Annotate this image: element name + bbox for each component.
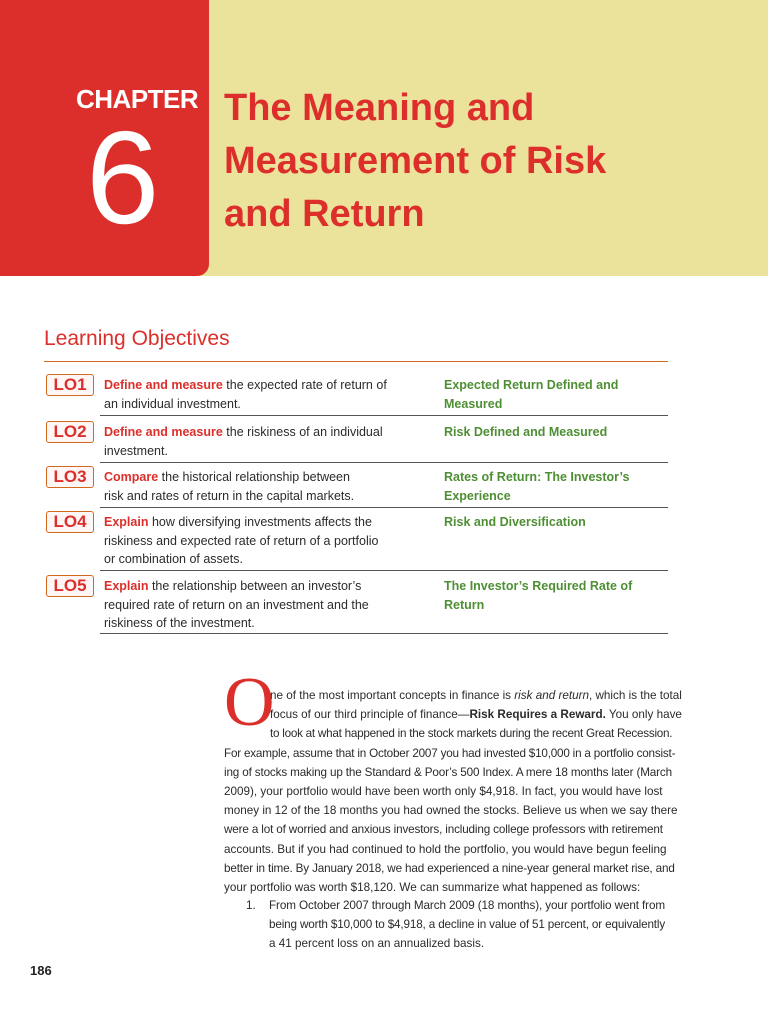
lo-topic-line: Risk Defined and Measured bbox=[444, 425, 608, 439]
list-text bbox=[269, 896, 689, 954]
chapter-number: 6 bbox=[86, 104, 160, 251]
lo-description-text: riskiness of the investment. bbox=[104, 616, 255, 630]
paragraph-line: ing of stocks making up the Standard & Poor’s 500 Index. A mere 18 months later (March bbox=[224, 765, 672, 779]
lo-verb: Explain bbox=[104, 515, 149, 529]
page-number: 186 bbox=[30, 963, 52, 978]
lo-description bbox=[104, 376, 434, 413]
list-line: From October 2007 through March 2009 (18 months), your portfolio went from bbox=[269, 899, 666, 912]
paragraph-line: to look at what happened in the stock markets during the recent Great Recession. bbox=[270, 727, 673, 741]
chapter-title-line: and Return bbox=[224, 193, 425, 235]
chapter-title-line: Measurement of Risk bbox=[224, 140, 607, 182]
paragraph-line: For example, assume that in October 2007 you had invested $10,000 in a portfolio consist- bbox=[224, 746, 676, 760]
lo-topic-line: Rates of Return: The Investor’s bbox=[444, 470, 630, 484]
list-line: being worth $10,000 to $4,918, a decline in value of 51 percent, or equivalently bbox=[269, 918, 666, 932]
lo-topic bbox=[444, 513, 664, 532]
lo-badge: LO4 bbox=[46, 511, 94, 533]
paragraph-line: better in time. By January 2018, we had experienced a nine-year general market rise, and bbox=[224, 861, 675, 875]
lo-description-text: or combination of assets. bbox=[104, 552, 243, 566]
learning-objective-row bbox=[44, 466, 668, 508]
paragraph-line: were a lot of worried and anxious investors, including college professors with retirement bbox=[224, 823, 663, 837]
paragraph-line: 2009), your portfolio would have been worth only $4,918. In fact, you would have lost bbox=[224, 785, 663, 799]
lo-description-text: the riskiness of an individual bbox=[222, 425, 383, 439]
body-paragraph bbox=[224, 686, 688, 897]
paragraph-line: accounts. But if you had continued to hold the portfolio, you would have begun feeling bbox=[224, 842, 667, 856]
lo-description bbox=[104, 577, 434, 633]
learning-objective-row bbox=[44, 575, 668, 634]
chapter-title-line: The Meaning and bbox=[224, 87, 535, 129]
chapter-word: CHAPTER bbox=[76, 84, 199, 114]
lo-description-text: an individual investment. bbox=[104, 396, 241, 411]
lo-description-text: required rate of return on an investment and the bbox=[104, 597, 369, 612]
lo-topic-line: The Investor’s Required Rate of bbox=[444, 579, 633, 593]
chapter-title bbox=[224, 82, 744, 241]
lo-topic bbox=[444, 577, 664, 614]
text-run: ne of the most important concepts in finance is bbox=[270, 689, 515, 702]
lo-badge: LO1 bbox=[46, 374, 94, 396]
lo-topic bbox=[444, 423, 664, 442]
lo-description-text: the expected rate of return of bbox=[222, 378, 387, 392]
list-line: a 41 percent loss on an annualized basis. bbox=[269, 937, 485, 951]
lo-topic-line: Expected Return Defined and bbox=[444, 378, 619, 392]
list-number: 1. bbox=[246, 899, 256, 912]
lo-description bbox=[104, 468, 434, 505]
text-run: , which is the total bbox=[588, 689, 682, 702]
principle-text: Risk Requires a Reward. bbox=[469, 708, 606, 722]
lo-badge: LO5 bbox=[46, 575, 94, 597]
text-run: You only have bbox=[605, 708, 682, 722]
lo-description-text: the historical relationship between bbox=[158, 470, 350, 484]
paragraph-line bbox=[224, 705, 688, 724]
learning-objective-row bbox=[44, 511, 668, 571]
lo-description-text: riskiness and expected rate of return of a portfolio bbox=[104, 533, 379, 548]
paragraph-line: your portfolio was worth $18,120. We can summarize what happened as follows: bbox=[224, 881, 641, 895]
lo-verb: Explain bbox=[104, 579, 149, 593]
lo-description-text: investment. bbox=[104, 443, 168, 458]
lo-verb: Compare bbox=[104, 470, 159, 484]
lo-verb: Define and measure bbox=[104, 425, 223, 439]
lo-description-text: risk and rates of return in the capital markets. bbox=[104, 488, 355, 503]
lo-badge: LO2 bbox=[46, 421, 94, 443]
lo-topic-line: Measured bbox=[444, 396, 503, 411]
lo-description-text: the relationship between an investor’s bbox=[148, 579, 362, 593]
paragraph-line bbox=[224, 686, 688, 705]
learning-objectives-heading: Learning Objectives bbox=[44, 327, 230, 350]
learning-objectives-rule bbox=[44, 361, 668, 362]
drop-cap: O bbox=[224, 664, 275, 741]
lo-badge: LO3 bbox=[46, 466, 94, 488]
lo-topic bbox=[444, 376, 664, 413]
learning-objective-row bbox=[44, 421, 668, 463]
learning-objective-row bbox=[44, 374, 668, 416]
lo-verb: Define and measure bbox=[104, 378, 223, 392]
lo-topic bbox=[444, 468, 664, 505]
lo-description bbox=[104, 513, 434, 569]
lo-topic-line: Return bbox=[444, 597, 485, 612]
lo-topic-line: Risk and Diversification bbox=[444, 515, 586, 529]
text-run: focus of our third principle of finance— bbox=[270, 708, 470, 722]
lo-description-text: how diversifying investments affects the bbox=[148, 515, 372, 529]
emphasis-text: risk and return bbox=[514, 689, 589, 702]
chapter-label-block bbox=[0, 0, 209, 276]
lo-description bbox=[104, 423, 434, 460]
paragraph-line: money in 12 of the 18 months you had owned the stocks. Believe us when we say there bbox=[224, 804, 678, 818]
lo-topic-line: Experience bbox=[444, 488, 511, 503]
